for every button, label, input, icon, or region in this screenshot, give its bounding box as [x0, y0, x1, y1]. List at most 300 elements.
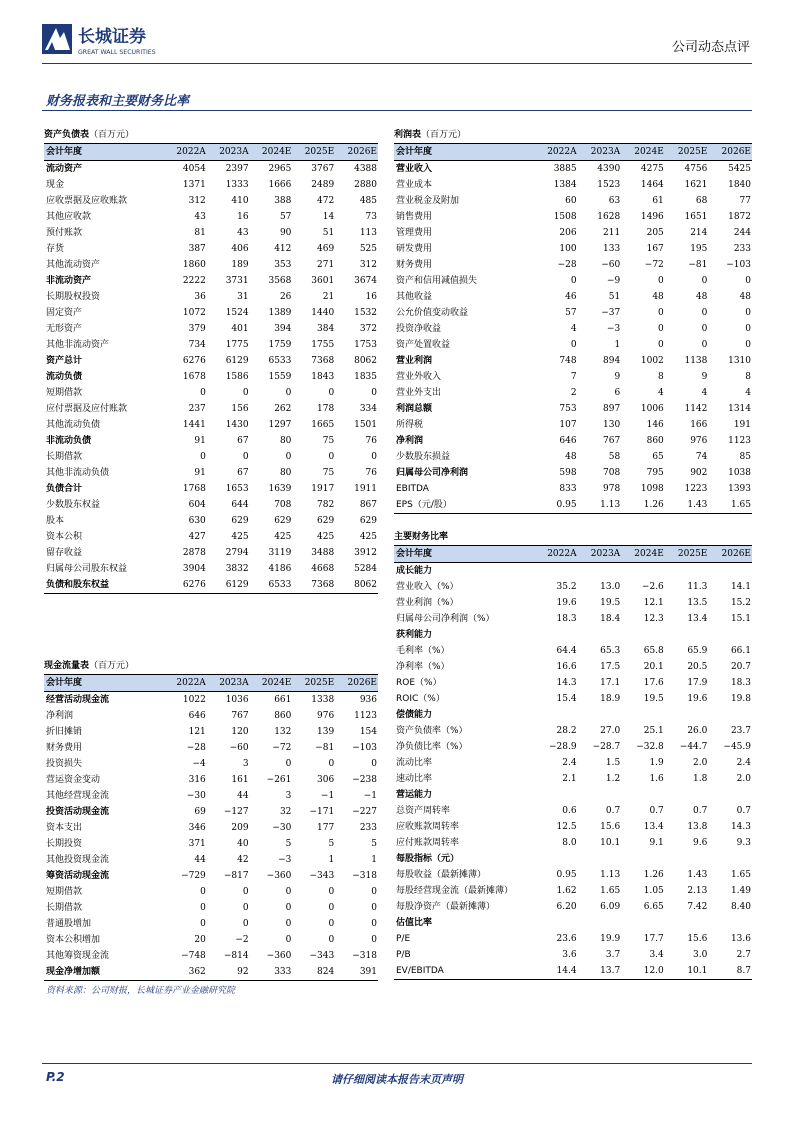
- cell-value: 6129: [207, 577, 250, 594]
- cell-value: 1621: [684, 180, 708, 190]
- cell-value: 0: [371, 452, 377, 462]
- cell-value: 17.9: [687, 678, 708, 688]
- cell-value: 0: [328, 887, 335, 897]
- row-label: ROIC（%）: [396, 694, 445, 704]
- cell-value: 80: [279, 436, 292, 446]
- cell-value: 0: [745, 308, 751, 318]
- cell-value: 410: [231, 196, 249, 206]
- table-row: [394, 273, 752, 289]
- cell-value: 0: [701, 276, 708, 286]
- table-row: [44, 353, 378, 369]
- cell-value: 120: [231, 727, 249, 737]
- cell-value: 154: [359, 727, 377, 737]
- cell-value: 1393: [728, 484, 751, 494]
- cell-value: 5: [328, 839, 335, 849]
- row-label: 其他非流动负债: [46, 468, 110, 478]
- cell-value: 11.3: [687, 582, 708, 592]
- cell-value: 23.7: [730, 726, 751, 736]
- table-row: [394, 899, 752, 915]
- report-type-label: 公司动态点评: [671, 40, 750, 55]
- cell-value: [708, 915, 752, 931]
- cell-value: 384: [317, 324, 335, 334]
- cell-value: 472: [317, 196, 335, 206]
- cell-value: 27.0: [600, 726, 621, 736]
- cell-value: 18.4: [600, 614, 621, 624]
- cell-value: 25.1: [643, 726, 664, 736]
- cell-value: 1338: [311, 695, 335, 705]
- cell-value: 48: [695, 292, 708, 302]
- cell-value: 2.4: [736, 758, 751, 768]
- cell-value: 65.8: [643, 646, 664, 656]
- table-row: [44, 577, 378, 594]
- cell-value: 1840: [728, 180, 751, 190]
- cell-value: 362: [164, 964, 207, 981]
- row-label: 资产处置收益: [396, 340, 451, 350]
- cell-value: 0: [371, 388, 377, 398]
- cell-value: 316: [188, 775, 206, 785]
- table-row: [44, 948, 378, 964]
- cell-value: 0: [285, 759, 292, 769]
- cell-value: [665, 563, 709, 580]
- cell-value: 8062: [354, 356, 377, 366]
- table-row: [394, 401, 752, 417]
- year-header: 2025E: [292, 144, 335, 161]
- cell-value: 753: [559, 404, 577, 414]
- cell-value: 233: [359, 823, 377, 833]
- cell-value: 1755: [311, 340, 335, 350]
- cell-value: 66.1: [730, 646, 751, 656]
- cell-value: 36: [194, 292, 206, 302]
- header-label: 会计年度: [44, 675, 164, 692]
- cell-value: 312: [188, 196, 206, 206]
- cell-value: 0: [285, 903, 292, 913]
- table-caption-row: [394, 128, 752, 144]
- cell-value: 2.0: [693, 758, 708, 768]
- section-divider: [42, 110, 752, 111]
- cell-value: 100: [559, 244, 577, 254]
- table-row: [44, 708, 378, 724]
- row-label: 其他非流动资产: [46, 340, 110, 350]
- cell-value: 2794: [225, 548, 249, 558]
- cell-value: 20.5: [687, 662, 708, 672]
- cell-value: 65.9: [687, 646, 708, 656]
- cell-value: 1371: [182, 180, 206, 190]
- cell-value: 833: [559, 484, 577, 494]
- cell-value: 0: [328, 388, 335, 398]
- cell-value: 1.26: [643, 870, 664, 880]
- cell-value: 795: [646, 468, 664, 478]
- cell-value: 0: [285, 919, 292, 929]
- cell-value: [708, 851, 752, 867]
- cell-value: 214: [690, 228, 708, 238]
- row-label: 应收票据及应收账款: [46, 196, 128, 206]
- cell-value: 1651: [684, 212, 708, 222]
- row-label: 长期借款: [46, 903, 83, 913]
- cell-value: 1559: [268, 372, 292, 382]
- cell-value: 1142: [684, 404, 708, 414]
- cell-value: −729: [181, 871, 206, 881]
- cell-value: 19.8: [730, 694, 751, 704]
- row-label: 资本公积: [46, 532, 83, 542]
- cell-value: 161: [231, 775, 249, 785]
- cell-value: [621, 915, 665, 931]
- table-row: [394, 385, 752, 401]
- cell-value: 1441: [182, 420, 206, 430]
- cell-value: 4054: [182, 164, 206, 174]
- cell-value: 0: [745, 340, 751, 350]
- row-label: 成长能力: [396, 566, 433, 576]
- table-row: [394, 305, 752, 321]
- cell-value: 0: [328, 903, 335, 913]
- cell-value: −261: [266, 775, 292, 785]
- table-row: [394, 337, 752, 353]
- cell-value: 1.65: [708, 497, 752, 514]
- table-row: [44, 497, 378, 513]
- table-row: [44, 820, 378, 836]
- cell-value: 3601: [311, 276, 335, 286]
- table-caption-row: [44, 128, 378, 144]
- table-row: [394, 177, 752, 193]
- row-label: 每股收益（最新摊薄）: [396, 870, 487, 880]
- cell-value: 4186: [268, 564, 292, 574]
- cell-value: 1464: [640, 180, 664, 190]
- cell-value: 4: [701, 388, 708, 398]
- cell-value: −227: [352, 807, 377, 817]
- table-title: 主要财务比率: [394, 532, 449, 542]
- table-row: [394, 563, 752, 580]
- cell-value: 67: [237, 436, 249, 446]
- cell-value: 1524: [225, 308, 249, 318]
- cell-value: 3767: [311, 164, 335, 174]
- cell-value: 5: [371, 839, 377, 849]
- logo-text-cn: 长城证券: [78, 27, 146, 47]
- cell-value: −9: [606, 276, 621, 286]
- cell-value: 2880: [354, 180, 377, 190]
- cell-value: 146: [646, 420, 664, 430]
- cell-value: 0: [328, 759, 335, 769]
- cell-value: 67: [237, 468, 249, 478]
- cell-value: 1501: [354, 420, 377, 430]
- cell-value: 860: [646, 436, 664, 446]
- cell-value: 3.4: [649, 950, 664, 960]
- table-row: [394, 819, 752, 835]
- cell-value: 3.0: [693, 950, 708, 960]
- cell-value: 18.3: [556, 614, 577, 624]
- cell-value: 42: [237, 855, 249, 865]
- cell-value: 19.6: [556, 598, 577, 608]
- table-row: [394, 771, 752, 787]
- table-unit: （百万元）: [89, 661, 135, 671]
- cell-value: 6533: [268, 356, 292, 366]
- table-row: [44, 836, 378, 852]
- cell-value: 371: [188, 839, 206, 849]
- table-row: [394, 691, 752, 707]
- row-label: 归属母公司净利润: [396, 468, 469, 478]
- cell-value: 734: [188, 340, 206, 350]
- cell-value: 3904: [182, 564, 206, 574]
- cell-value: 1666: [268, 180, 292, 190]
- row-label: 其他筹资现金流: [46, 951, 110, 961]
- cell-value: 1508: [553, 212, 577, 222]
- cell-value: 0: [570, 276, 577, 286]
- cell-value: 205: [646, 228, 664, 238]
- cell-value: 4390: [597, 164, 621, 174]
- cell-value: 13.5: [687, 598, 708, 608]
- cell-value: [665, 851, 709, 867]
- table-row: [44, 225, 378, 241]
- cell-value: [665, 787, 709, 803]
- cell-value: 782: [317, 500, 335, 510]
- year-header: 2022A: [164, 144, 207, 161]
- cell-value: 44: [194, 855, 206, 865]
- cell-value: 1678: [182, 372, 206, 382]
- cell-value: −72: [644, 260, 664, 270]
- cell-value: 156: [231, 404, 249, 414]
- table-row: [44, 481, 378, 497]
- row-label: 现金: [46, 180, 65, 190]
- table-row: [394, 595, 752, 611]
- cell-value: 3: [285, 791, 292, 801]
- row-label: EV/EBITDA: [394, 963, 534, 980]
- cell-value: 0: [658, 276, 664, 286]
- row-label: 折旧摊销: [46, 727, 83, 737]
- cell-value: 113: [359, 228, 377, 238]
- cell-value: 629: [317, 516, 335, 526]
- table-caption-row: [394, 530, 752, 546]
- row-label: 营业成本: [396, 180, 433, 190]
- year-header: 2022A: [534, 144, 578, 161]
- table-row: [394, 289, 752, 305]
- cell-value: 708: [603, 468, 621, 478]
- cell-value: 10.1: [665, 963, 709, 980]
- cell-value: 1665: [311, 420, 335, 430]
- cell-value: 0: [658, 308, 664, 318]
- table-header-row: [44, 144, 378, 161]
- cell-value: 6276: [164, 577, 207, 594]
- cell-value: 412: [274, 244, 292, 254]
- cell-value: 40: [237, 839, 249, 849]
- cell-value: 167: [646, 244, 664, 254]
- header-divider: [42, 63, 752, 64]
- row-label: 归属母公司净利润（%）: [396, 614, 495, 624]
- table-row: [394, 161, 752, 178]
- cell-value: 1.62: [556, 886, 577, 896]
- table-row: [394, 209, 752, 225]
- cell-value: 177: [317, 823, 335, 833]
- cell-value: 0: [701, 324, 708, 334]
- table-row: [394, 627, 752, 643]
- cell-value: −28.7: [592, 742, 621, 752]
- row-label: 预付账款: [46, 228, 83, 238]
- table-row: [44, 852, 378, 868]
- cell-value: −60: [601, 260, 621, 270]
- cell-value: 76: [365, 468, 377, 478]
- table-row: [44, 337, 378, 353]
- cell-value: 15.1: [730, 614, 751, 624]
- table-row: [44, 724, 378, 740]
- cell-value: [665, 627, 709, 643]
- row-label: 其他应收款: [46, 212, 92, 222]
- cell-value: −28: [557, 260, 577, 270]
- row-label: 获利能力: [396, 630, 433, 640]
- cell-value: 1.9: [649, 758, 664, 768]
- row-label: EBITDA: [396, 484, 429, 494]
- table-row: [44, 161, 378, 178]
- cell-value: 43: [237, 228, 249, 238]
- cell-value: 867: [359, 500, 377, 510]
- cell-value: 1753: [354, 340, 377, 350]
- cell-value: −748: [181, 951, 206, 961]
- cell-value: 8062: [335, 577, 378, 594]
- header-label: 会计年度: [394, 546, 534, 563]
- cell-value: 1098: [640, 484, 664, 494]
- table-row: [394, 611, 752, 627]
- cell-value: 0: [658, 340, 664, 350]
- cell-value: 75: [322, 436, 335, 446]
- cell-value: 195: [690, 244, 708, 254]
- cell-value: 19.9: [600, 934, 621, 944]
- cell-value: 1759: [268, 340, 292, 350]
- row-label: 营运资金变动: [46, 775, 101, 785]
- cell-value: 20: [194, 935, 206, 945]
- page-number: P.2: [46, 1070, 65, 1084]
- cell-value: 401: [231, 324, 249, 334]
- row-label: 现金净增加额: [44, 964, 164, 981]
- cell-value: 13.6: [730, 934, 751, 944]
- cell-value: [708, 627, 752, 643]
- cell-value: 21: [322, 292, 335, 302]
- table-row: [394, 433, 752, 449]
- cell-value: 8.40: [730, 902, 751, 912]
- cell-value: −360: [266, 871, 292, 881]
- cell-value: 1022: [182, 695, 206, 705]
- cell-value: 4: [658, 388, 664, 398]
- row-label: 短期借款: [46, 388, 83, 398]
- cell-value: 708: [274, 500, 292, 510]
- cell-value: 2: [570, 388, 577, 398]
- cell-value: −60: [229, 743, 249, 753]
- cell-value: 0: [745, 324, 751, 334]
- cell-value: 0: [285, 887, 292, 897]
- cell-value: 32: [279, 807, 292, 817]
- cell-value: 425: [231, 532, 249, 542]
- cell-value: 9.6: [693, 838, 708, 848]
- year-header: 2022A: [534, 546, 578, 563]
- cell-value: 312: [359, 260, 377, 270]
- cell-value: 3.7: [605, 950, 621, 960]
- cell-value: 0.7: [605, 806, 621, 816]
- cell-value: 2489: [311, 180, 335, 190]
- cell-value: −343: [309, 951, 335, 961]
- table-row: [44, 417, 378, 433]
- cash-flow-table: [44, 659, 378, 981]
- table-header-row: [394, 144, 752, 161]
- cell-value: 18.3: [730, 678, 751, 688]
- table-row: [394, 579, 752, 595]
- cell-value: 13.0: [600, 582, 621, 592]
- cell-value: 1: [614, 340, 621, 350]
- table-row: [44, 561, 378, 577]
- cell-value: 1523: [597, 180, 621, 190]
- table-row: [394, 883, 752, 899]
- cell-value: 48: [739, 292, 751, 302]
- cell-value: 133: [603, 244, 621, 254]
- cell-value: 2.7: [736, 950, 751, 960]
- row-label: 资本公积增加: [46, 935, 101, 945]
- cell-value: 178: [317, 404, 335, 414]
- cell-value: 0.6: [562, 806, 577, 816]
- table-row: [394, 707, 752, 723]
- cell-value: 2222: [182, 276, 206, 286]
- cell-value: 0.7: [649, 806, 664, 816]
- cell-value: 3674: [354, 276, 377, 286]
- table-row: [44, 257, 378, 273]
- cell-value: 6.09: [600, 902, 621, 912]
- cell-value: 6: [614, 388, 621, 398]
- row-label: 流动负债: [46, 372, 83, 382]
- table-row: [44, 465, 378, 481]
- cell-value: 211: [603, 228, 621, 238]
- cell-value: 91: [194, 468, 206, 478]
- cell-value: −32.8: [636, 742, 664, 752]
- cell-value: 5284: [354, 564, 377, 574]
- year-header: 2023A: [578, 546, 622, 563]
- table-row: [44, 529, 378, 545]
- cell-value: [621, 627, 665, 643]
- row-label: 投资净收益: [396, 324, 442, 334]
- header-label: 会计年度: [394, 144, 534, 161]
- cell-value: 1.8: [693, 774, 708, 784]
- cell-value: 3832: [225, 564, 249, 574]
- cell-value: 28.2: [556, 726, 577, 736]
- cell-value: 12.5: [556, 822, 577, 832]
- cell-value: 271: [317, 260, 335, 270]
- table-row: [44, 916, 378, 932]
- year-header: 2026E: [335, 675, 378, 692]
- cell-value: 15.4: [556, 694, 577, 704]
- cell-value: 644: [231, 500, 249, 510]
- table-row: [44, 932, 378, 948]
- cell-value: 3.6: [562, 950, 577, 960]
- cell-value: −81: [688, 260, 708, 270]
- cell-value: 3731: [225, 276, 249, 286]
- table-row: [44, 513, 378, 529]
- cell-value: 379: [188, 324, 206, 334]
- cell-value: 425: [359, 532, 377, 542]
- cell-value: −81: [315, 743, 335, 753]
- cell-value: 1.43: [665, 497, 709, 514]
- cell-value: 1384: [553, 180, 577, 190]
- cell-value: 1835: [354, 372, 377, 382]
- cell-value: 0: [200, 388, 206, 398]
- cell-value: 0.95: [556, 870, 577, 880]
- cell-value: [708, 787, 752, 803]
- logo-text-en: GREAT WALL SECURITIES: [78, 49, 156, 56]
- cell-value: 65.3: [600, 646, 621, 656]
- cell-value: 897: [603, 404, 621, 414]
- cell-value: 2.0: [736, 774, 751, 784]
- table-row: [44, 241, 378, 257]
- cell-value: −30: [272, 823, 292, 833]
- cell-value: 6.20: [556, 902, 577, 912]
- table-row: [44, 193, 378, 209]
- cell-value: 1297: [268, 420, 292, 430]
- cell-value: 1310: [728, 356, 751, 366]
- cell-value: 646: [188, 711, 206, 721]
- row-label: 固定资产: [46, 308, 83, 318]
- row-label: 财务费用: [396, 260, 433, 270]
- cell-value: 0: [371, 919, 377, 929]
